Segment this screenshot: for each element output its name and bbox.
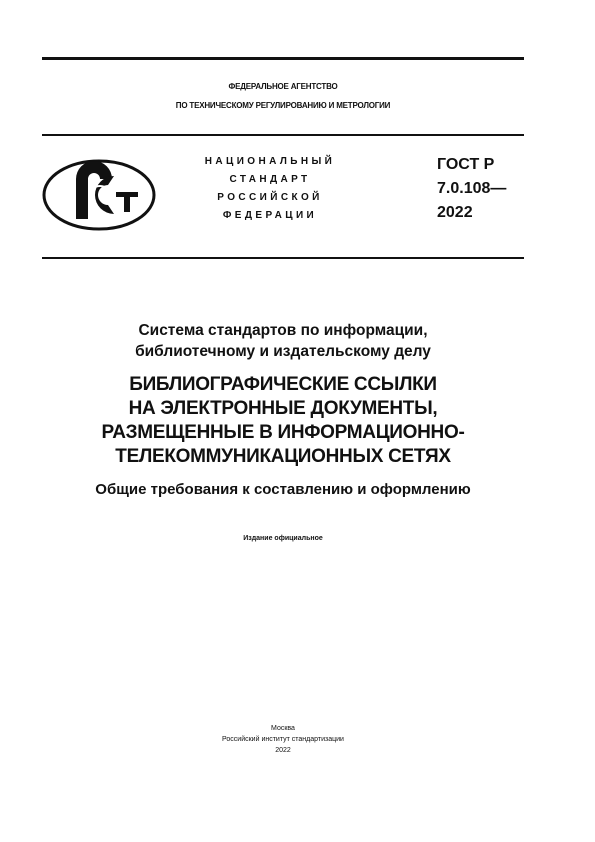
- series-line2: библиотечному и издательскому делу: [135, 343, 431, 360]
- document-title-line2: НА ЭЛЕКТРОННЫЕ ДОКУМЕНТЫ,: [128, 398, 438, 419]
- document-title-line4: ТЕЛЕКОММУНИКАЦИОННЫХ СЕТЯХ: [115, 446, 451, 467]
- imprint-city: Москва: [271, 725, 295, 732]
- designation-line2: 7.0.108—: [437, 180, 507, 197]
- imprint-publisher: Российский институт стандартизации: [222, 736, 344, 743]
- standard-type-line2: СТАНДАРТ: [229, 174, 311, 185]
- standard-type-line1: НАЦИОНАЛЬНЫЙ: [204, 156, 336, 167]
- designation-rule: [42, 257, 524, 259]
- designation-line3: 2022: [437, 204, 473, 221]
- gost-r-logo-icon: [42, 159, 156, 231]
- series-line1: Система стандартов по информации,: [138, 322, 428, 339]
- standard-type-line4: ФЕДЕРАЦИИ: [222, 210, 318, 221]
- document-title-line3: РАЗМЕЩЕННЫЕ В ИНФОРМАЦИОННО-: [101, 422, 465, 443]
- agency-name-line1: ФЕДЕРАЛЬНОЕ АГЕНТСТВО: [228, 82, 338, 91]
- document-subtitle: Общие требования к составлению и оформлению: [95, 481, 471, 498]
- document-title-line1: БИБЛИОГРАФИЧЕСКИЕ ССЫЛКИ: [129, 374, 437, 395]
- top-rule: [42, 57, 524, 60]
- agency-name-line2: ПО ТЕХНИЧЕСКОМУ РЕГУЛИРОВАНИЮ И МЕТРОЛОГИИ: [175, 101, 391, 110]
- standard-type-line3: РОССИЙСКОЙ: [217, 192, 323, 203]
- designation-line1: ГОСТ Р: [437, 156, 495, 173]
- imprint-year: 2022: [275, 747, 291, 754]
- header-rule: [42, 134, 524, 136]
- edition-label: Издание официальное: [243, 535, 323, 542]
